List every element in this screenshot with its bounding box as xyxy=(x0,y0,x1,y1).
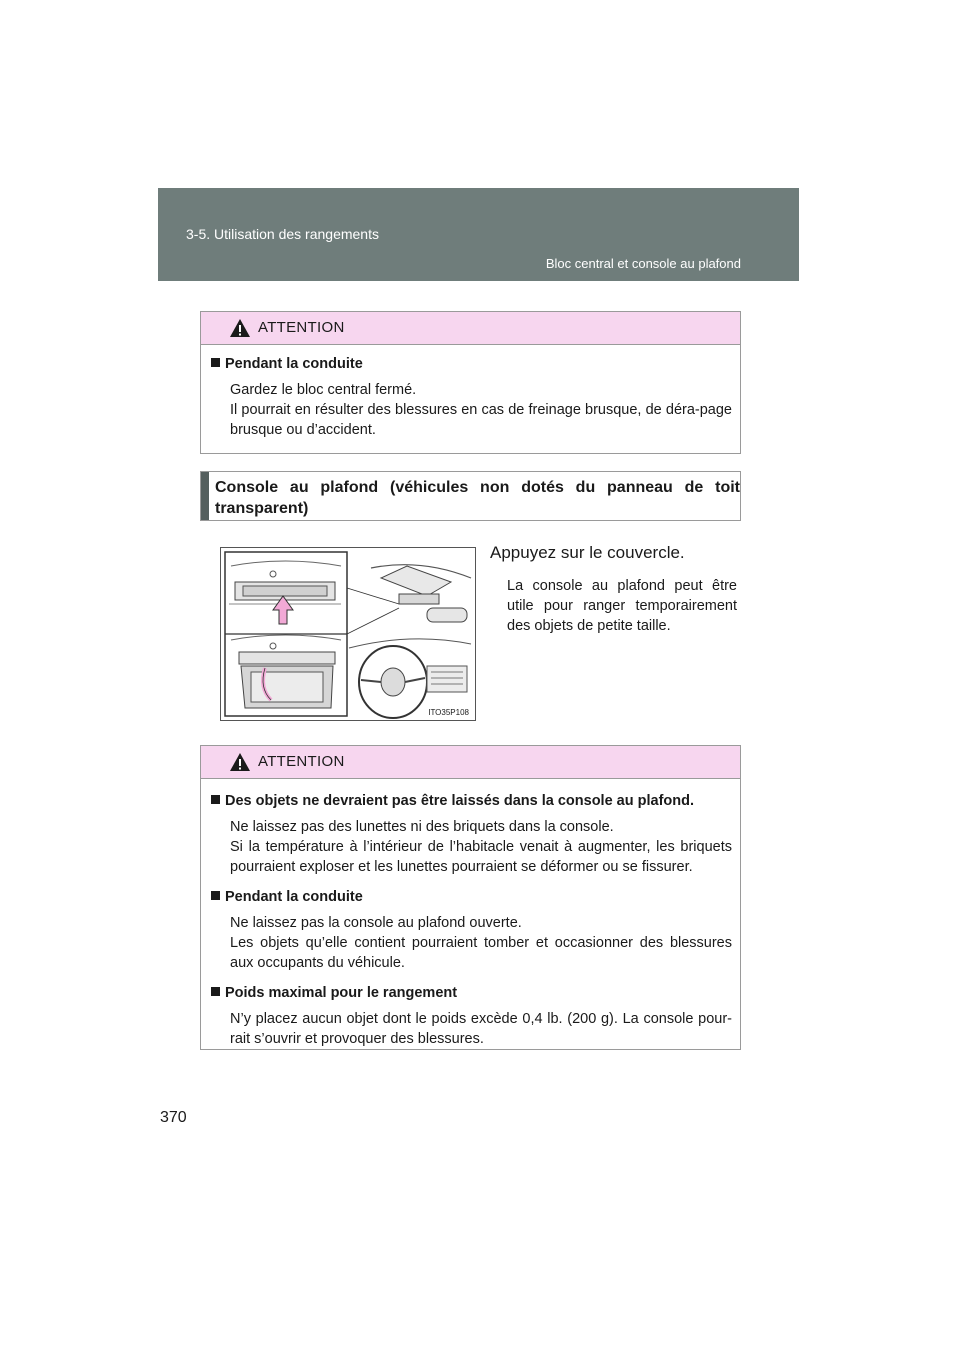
bullet-square-icon xyxy=(211,358,220,367)
warning-triangle-icon xyxy=(229,318,251,338)
car-interior-drawing xyxy=(221,548,475,720)
instruction-note: La console au plafond peut être utile pour ranger temporairement des objets de petite taille. xyxy=(507,578,737,634)
warning-box-overhead-console xyxy=(200,745,741,1050)
bullet-square-icon xyxy=(211,987,220,996)
section-heading: 3-5. Utilisation des rangements xyxy=(186,226,379,242)
section-accent xyxy=(201,472,209,520)
warning-item-title: Des objets ne devraient pas être laissés dans la console au plafond. xyxy=(211,791,732,811)
page-number: 370 xyxy=(160,1109,187,1126)
section-title-bar xyxy=(200,471,741,521)
warning-item-text: N’y placez aucun objet dont le poids excède 0,4 lb. (200 g). La console pour-rait s’ouvrir et provoquer des blessures. xyxy=(230,1011,732,1047)
warning-title: ATTENTION xyxy=(258,319,345,336)
warning-header xyxy=(201,312,740,345)
overhead-console-illustration xyxy=(220,547,476,721)
page-subtitle: Bloc central et console au plafond xyxy=(545,256,741,271)
figure-code: ITO35P108 xyxy=(428,708,469,717)
bullet-square-icon xyxy=(211,795,220,804)
warning-item-text: Gardez le bloc central fermé. Il pourrait en résulter des blessures en cas de freinage brusque, de déra-page brusque ou d’accident. xyxy=(230,382,732,438)
warning-box-driving xyxy=(200,311,741,454)
warning-item-title: Pendant la conduite xyxy=(211,887,732,907)
instruction-text: Appuyez sur le couvercle. xyxy=(490,543,685,562)
section-title: Console au plafond (véhicules non dotés du panneau de toit transparent) xyxy=(215,479,740,517)
warning-title: ATTENTION xyxy=(258,753,345,770)
bullet-square-icon xyxy=(211,891,220,900)
page-header xyxy=(158,188,799,281)
warning-item-title: Pendant la conduite xyxy=(211,354,732,374)
warning-item-text: Ne laissez pas la console au plafond ouverte. Les objets qu’elle contient pourraient tomber et occasionner des blessures aux occupants du véhicule. xyxy=(230,915,732,971)
warning-header xyxy=(201,746,740,779)
warning-item-title: Poids maximal pour le rangement xyxy=(211,983,732,1003)
warning-item-text: Ne laissez pas des lunettes ni des briquets dans la console. Si la température à l’intérieur de l’habitacle venait à augmenter, les briquets pourraient exploser et les lunettes pourraient se déformer ou se fissurer. xyxy=(230,819,732,875)
warning-triangle-icon xyxy=(229,752,251,772)
